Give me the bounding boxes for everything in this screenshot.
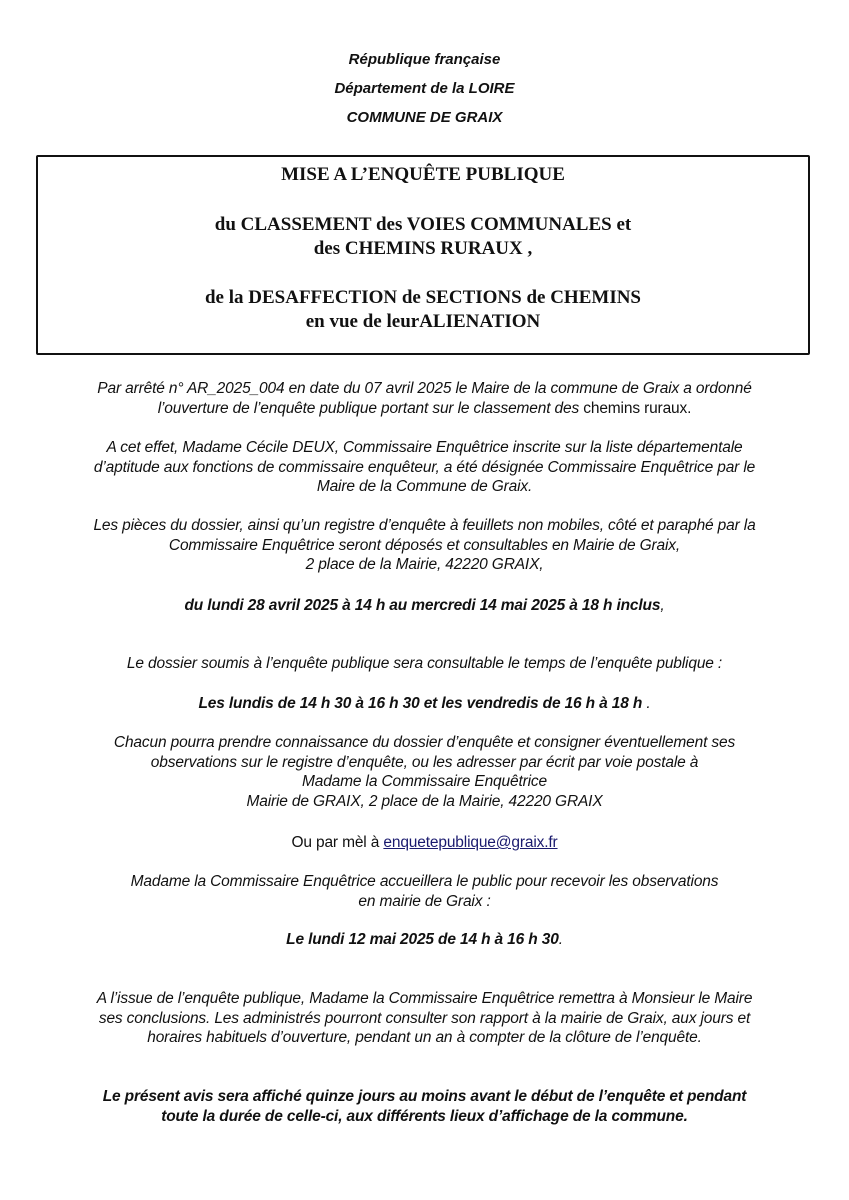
enquete-period [20, 596, 829, 616]
arrete-line2 [20, 399, 829, 419]
arrete-line2-upright: chemins ruraux. [579, 399, 692, 417]
title-classement-line1: du CLASSEMENT des VOIES COMMUNALES et [214, 214, 632, 235]
commissaire-line2: d’aptitude aux fonctions de commissaire enquêteur, a été désignée Commissaire Enquêtrice par le [93, 458, 756, 476]
reception-line1: Madame la Commissaire Enquêtrice accueillera le public pour recevoir les observations [130, 873, 719, 890]
title-box [36, 155, 810, 355]
observations-line3: Madame la Commissaire Enquêtrice [301, 773, 548, 790]
email-line [20, 833, 829, 853]
reception-paragraph [20, 872, 829, 911]
email-link[interactable]: enquetepublique@graix.fr [383, 834, 558, 851]
header-republique: République française [348, 51, 501, 68]
commissaire-paragraph [20, 438, 829, 497]
enquete-period-tail: , [660, 597, 665, 614]
arrete-paragraph [20, 379, 829, 418]
dossier-line2: Commissaire Enquêtrice seront déposés et consultables en Mairie de Graix, [168, 536, 681, 554]
reception-line2: en mairie de Graix : [358, 892, 491, 910]
header-departement: Département de la LOIRE [334, 80, 515, 97]
dossier-line3: 2 place de la Mairie, 42220 GRAIX, [305, 556, 544, 573]
title-classement-line2: des CHEMINS RURAUX , [313, 238, 533, 259]
conclusions-paragraph [20, 989, 829, 1048]
commissaire-line3: Maire de la Commune de Graix. [316, 478, 533, 495]
conclusions-line2: ses conclusions. Les administrés pourront consulter son rapport à la mairie de Graix, aux jours et [98, 1009, 751, 1027]
dossier-paragraph [20, 516, 829, 575]
conclusions-line3: horaires habituels d’ouverture, pendant un an à compter de la clôture de l’enquête. [147, 1029, 702, 1046]
dossier-line1: Les pièces du dossier, ainsi qu’un registre d’enquête à feuillets non mobiles, côté et paraphé par la [93, 517, 756, 534]
arrete-line1: Par arrêté n° AR_2025_004 en date du 07 avril 2025 le Maire de la commune de Graix a ordonné [97, 380, 752, 397]
conclusions-line1: A l’issue de l’enquête publique, Madame la Commissaire Enquêtrice remettra à Monsieur le Maire [96, 990, 753, 1007]
observations-line2: observations sur le registre d’enquête, ou les adresser par écrit par voie postale à [150, 753, 699, 771]
affichage-notice [20, 1087, 829, 1126]
arrete-line2-italic: l’ouverture de l’enquête publique portant sur le classement des [157, 399, 580, 417]
title-desaffection-line2: en vue de leurALIENATION [305, 311, 541, 332]
observations-paragraph [20, 733, 829, 811]
affichage-line2: toute la durée de celle-ci, aux différents lieux d’affichage de la commune. [161, 1107, 688, 1125]
title-desaffection-line1: de la DESAFFECTION de SECTIONS de CHEMINS [204, 287, 642, 308]
permanence-date-text: Le lundi 12 mai 2025 de 14 h à 16 h 30 [286, 931, 559, 948]
title-main: MISE A L’ENQUÊTE PUBLIQUE [281, 164, 565, 185]
observations-line1: Chacun pourra prendre connaissance du dossier d’enquête et consigner éventuellement ses [113, 734, 736, 751]
email-prefix: Ou par mèl à [291, 834, 384, 851]
commissaire-line1: A cet effet, Madame Cécile DEUX, Commissaire Enquêtrice inscrite sur la liste départementale [106, 439, 743, 456]
permanence-date-tail: . [558, 931, 563, 948]
affichage-line1: Le présent avis sera affiché quinze jours au moins avant le début de l’enquête et pendant [102, 1088, 747, 1105]
consultation-hours-tail: . [642, 695, 651, 712]
consultation-hours [20, 694, 829, 714]
observations-line4: Mairie de GRAIX, 2 place de la Mairie, 42220 GRAIX [246, 792, 603, 810]
header-commune: COMMUNE DE GRAIX [346, 109, 503, 126]
consultation-hours-text: Les lundis de 14 h 30 à 16 h 30 et les vendredis de 16 h à 18 h [198, 695, 643, 712]
permanence-date [20, 930, 829, 950]
enquete-period-dates: du lundi 28 avril 2025 à 14 h au mercredi 14 mai 2025 à 18 h inclus [184, 597, 661, 614]
consultation-intro: Le dossier soumis à l’enquête publique sera consultable le temps de l’enquête publique : [126, 655, 723, 672]
